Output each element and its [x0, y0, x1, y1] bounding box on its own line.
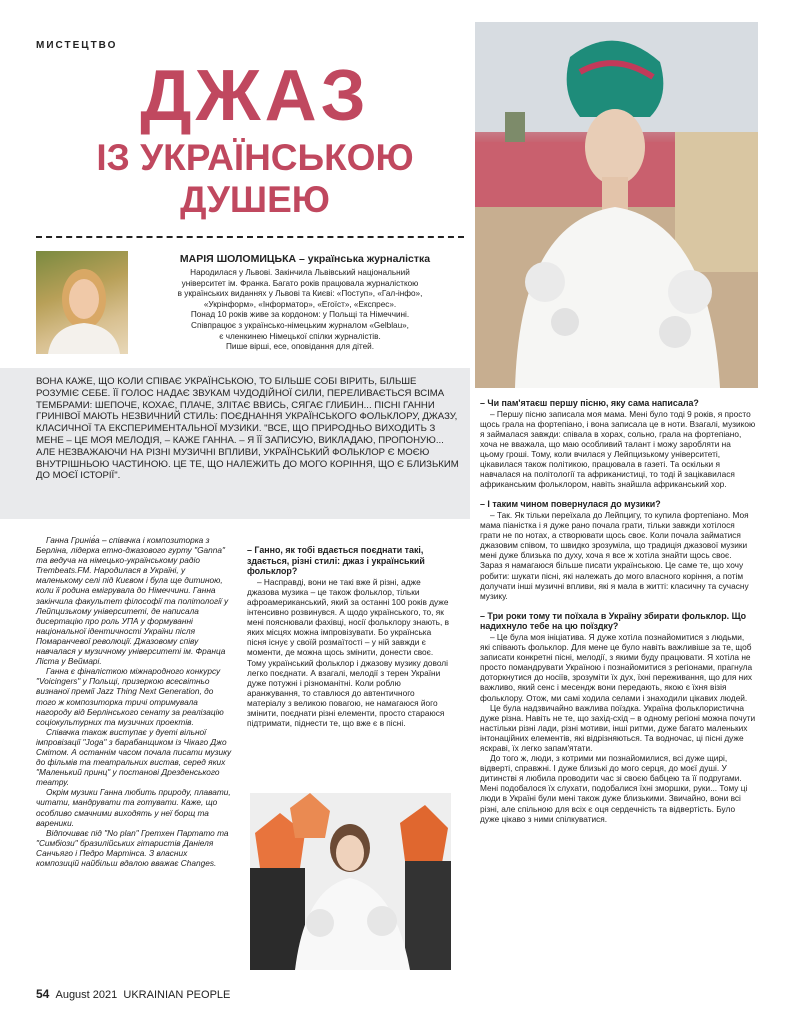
author-bio: Народилася у Львові. Закінчила Львівський національний університет ім. Франка. Багато років працювала журналісткою в українських виданнях у Львові та Києві: «Поступ», «Гал-інфо», «Укрінформ», «Інформатор», «Егоїст», «Експрес». Понад 10 років живе за кордоном: у Польщі та Німеччині. Співпрацює з українсько-німецьким журналом «Gelblau», є членкинею Німецької спілки журналістів. Пише вірші, есе, оповідання для дітей. [177, 268, 423, 352]
title-line-1: ДЖАЗ [140, 56, 370, 136]
question: – Чи пам'ятаєш першу пісню, яку сама написала? [480, 398, 699, 408]
author-name: МАРІЯ ШОЛОМИЦЬКА – українська журналістка [179, 253, 431, 265]
page-footer [36, 987, 230, 1001]
page-number: 54 [36, 987, 50, 1001]
lead-paragraph: ВОНА КАЖЕ, ЩО КОЛИ СПІВАЄ УКРАЇНСЬКОЮ, ТО БІЛЬШЕ СОБІ ВІРИТЬ, БІЛЬШЕ РОЗУМІЄ СЕБЕ. ЇЇ ГОЛОС НАДАЄ ЗВУКАМ ЧУДОДІЙНОЇ СИЛИ, ПЕРЕЛИВАЄТЬСЯ ВСІМА ТЕМБРАМИ: ШЕПОЧЕ, КОХАЄ, ПЛАЧЕ, ЗЛІТАЄ ВВИСЬ, СЯГАЄ ГЛИБИН... ПІСНІ ГАННИ ГРИНІВОЇ МАЮТЬ НЕЗВИЧНИЙ СТИЛЬ: ПОЄДНАННЯ УКРАЇНСЬКОГО ФОЛЬКЛОРУ, ДЖАЗУ, КЛАСИЧНОЇ ТА ЕКСПЕРИМЕНТАЛЬНОЇ МУЗИКИ. "ВСЕ, ЩО ПРИРОДНЬО ВИХОДИТЬ З МЕНЕ – ЦЕ МОЯ МЕЛОДІЯ, – КАЖЕ ГАННА. – Я ЇЇ ЗАПИСУЮ, ВИКЛАДАЮ, ПРОПОНУЮ... АЛЕ НЕЗВАЖАЮЧИ НА РІЗНІ МУЗИЧНІ ВПЛИВИ, УКРАЇНСЬКИЙ ФОЛЬКЛОР Є МОЄЮ ВНУТРІШНЬОЮ ЧАСТИНОЮ. ЦЕ ТЕ, ЩО НАЛЕЖИТЬ ДО МОГО КОРІННЯ, ЩО Є БЛИЗЬКИМ ДО МОЄЇ ІСТОРІЇ". [36, 376, 459, 482]
title-line-3: ДУШЕЮ [180, 179, 330, 220]
body-column-1: Ганна Гринів́а – співачка і композиторка з Берліна, лідерка етно-джазового гурту "Ganna" та ведуча на німецько-українському радіо Trembeats.FM. Народилася в Україні, у маленькому селі під Києвом і була ще дитиною, коли її родина емігрувала до Німеччини. Ганна закінчила факультет філософії та політології у Лейпцизькому університеті, де написала дисертацію про роль УПА у формуванні національної ідентичності України після Помаранчевої революції. Джазовому співу навчалася у музичному університеті ім. Франца Ліста у Веймарі. Ганна є фіналісткою міжнародного конкурсу "Voicingers" у Польщі, призеркою всесвітньо визнаної премії Jazz Thing Next Generation, до того ж композиторка тричі отримувала нагороду від Берлінського сенату за реалізацію соціокультурних та музичних проектів. Співачка також виступає у дуеті вільної імпровізації "Joga" з барабанщиком із Чікаго Джо Смітом. А останнім часом почала писати музику до фільмів та театральних вистав, серед яких "Маленький принц" у постанові Дрезденського театру. Окрім музики Ганна любить природу, плавати, читати, мандрувати та готувати. Каже, що особливо смачними виходять у неї борщ та вареники. Відпочиває під "No plan" Гретхен Партато та "Симбіози" бразилійських гітаристів Даніеля Санчьяго і Педро Мартінса. З власних композицій найбільш вдалою вважає Changes. [36, 535, 232, 868]
question: – Три роки тому ти поїхала в Україну збирати фольклор. Що надихнуло тебе на цю поїздку? [480, 610, 747, 632]
body-column-2: – Ганно, як тобі вдається поєднати такі, здається, різні стилі: джаз і український фольклор? – Насправді, вони не такі вже й різні, адже джазова музика – це також фольклор, тільки афроамериканський, який за останні 100 років дуже інтенсивно розвинувся. А щодо українського, то, як мені пояснювали фахівці, носії фольклору знають, в яких місцях можна імпровізувати. Бо українська пісня існує у своїй розмаїтості – у ній завжди є моменти, де можна щось змінити, донести своє. Тому український фольклор і джазову музику доволі легко поєднати. А взагалі, мелодії з терен України дуже потужні і різноманітні. Коли роблю аранжування, то ставлюся до автентичного матеріалу з великою повагою, не намагаюся його змінити, поєднати різні елементи, просто стараюся підтримати, піднести те, що вже є в пісні. [247, 535, 452, 728]
issue-date: August 2021 [55, 989, 118, 1001]
title-line-2: ІЗ УКРАЇНСЬКОЮ [96, 137, 414, 178]
secondary-photo [250, 793, 451, 970]
question: – Ганно, як тобі вдається поєднати такі, здається, різні стилі: джаз і український фольклор? [247, 545, 425, 577]
magazine-name: UKRAINIAN PEOPLE [123, 989, 231, 1001]
main-photo [475, 22, 758, 388]
question: – І таким чином повернулася до музики? [480, 499, 661, 510]
body-column-3: – Чи пам'ятаєш першу пісню, яку сама написала? – Першу пісню записала моя мама. Мені було тоді 9 років, я просто щось грала на фортепіано, і вона записала це в ноти. Взагалі, музикою я займалася завжди: співала в хорах, сольно, грала на фортепіано, хоча не вважала, що маю особливий талант і можу заробляти на цьому гроші. Тому, коли вчилася у Лейпцизькому університеті, цікавилася також політикою, працювала в газеті. Та оскільки я навчалася на політології та африканистиці, то тодi й зацікавилася африканським фольклором, навіть знайшла африканський хор. – І таким чином повернулася до музики? – Так. Як тільки переїхала до Лейпцигу, то купила фортепіано. Моя мама піаністка і я дуже рано почала грати, тільки завжди хотілося грати не по нотах, а створювати щось своє. Коли почала займатися джазовим співом, то швидко зрозуміла, що традиція джазової музики мені дуже близька по духу, хоча я все ж хотіла знайти щось своє. Зараз я намагаюся більше писати українською. Це саме те, що хочу робити: шукати пісні, які належать до мого власного коріння, а потім долучати інші музичні впливи, які я мала в житті: класичну та сучасну музику. – Три роки тому ти поїхала в Україну збирати фольклор. Що надихнуло тебе на цю поїздку? – Це була моя ініціатива. Я дуже хотіла познайомитися з людьми, які співають фольклор. Для мене це було навіть важливіше за те, щоб записати конкретні пісні, мелодії, з якими буду працювати. Я хотіла не просто помандрувати Україною і познайомитися з регіонами, прагнула доторкнутися до носіїв, зрозуміти їх дух, їхні переживання, що для них важливо, який сенс і месендж вони передають, якою є їхня візія фольклору. Отож, ми самі ходила селами і знаходили цікавих людей. Це була надзвичайно важлива поїздка. Україна фольклористична дуже різна. Навіть не те, що захід-схід – в одному регіоні можна почути настільки різні лади, різні мотиви, інші ритми, дуже багато маленьких інтонаційних елементів, які відрізняються. Та водночас, ці пісні дуже яскраві, їх легко запам'ятати. До того ж, люди, з котрими ми познайомилися, всі дуже щирі, відверті, справжні. І дуже близькі до мого серця, до моєї душі. У дитинстві я любила проводити час зі своєю бабцею та її подругами. Мені подобалося їх слухати, подобалися їхні зморшки, руки... Тому ці люди в Україні були мені також дуже близькими. Звичайно, вони всі різні, але спільною для всіх є оця сердечність та відвертість. Було дуже цікаво з ними спілкуватися. [480, 398, 756, 824]
divider [36, 236, 464, 238]
author-photo [36, 251, 128, 354]
section-label: МИСТЕЦТВО [36, 40, 118, 51]
